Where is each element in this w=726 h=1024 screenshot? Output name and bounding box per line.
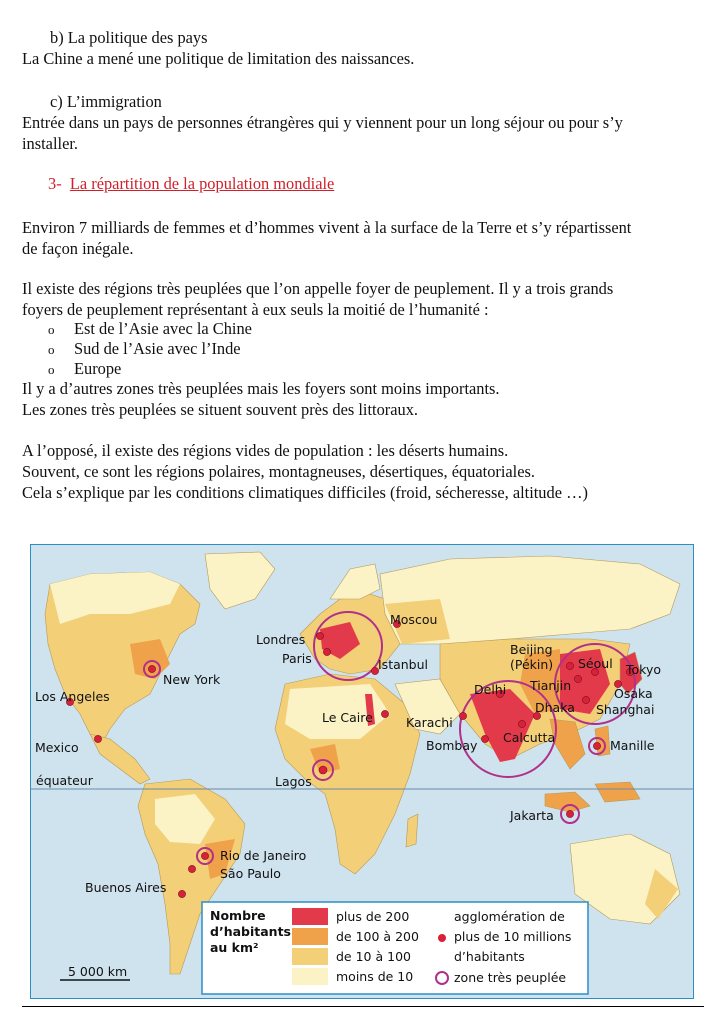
label-moscou: Moscou (390, 612, 438, 627)
label-jakarta: Jakarta (510, 808, 554, 823)
label-bombay: Bombay (426, 738, 478, 753)
map-legend (202, 902, 588, 994)
label-osaka: Osaka (614, 686, 653, 701)
label-tokyo: Tokyo (626, 662, 661, 677)
legend-agglo-3: d’habitants (454, 949, 525, 964)
para2-line2: foyers de peuplement représentant à eux seuls la moitié de l’humanité : (22, 300, 489, 319)
dot-sao-paulo (188, 865, 195, 872)
label-le-caire: Le Caire (322, 710, 373, 725)
label-new-york: New York (163, 672, 221, 687)
para4-line3: Cela s’explique par les conditions climatiques difficiles (froid, sécheresse, altitude …) (22, 483, 588, 502)
label-calcutta: Calcutta (503, 730, 556, 745)
legend-density-4: moins de 10 (336, 969, 414, 984)
legend-density-1: plus de 200 (336, 909, 410, 924)
legend-swatch-very-high (292, 908, 328, 925)
legend-zone-label: zone très peuplée (454, 970, 567, 985)
label-tianjin: Tianjin (530, 678, 572, 693)
bullet-icon: o (48, 322, 55, 337)
para4-line1: A l’opposé, il existe des régions vides de population : les déserts humains. (22, 441, 509, 460)
label-istanbul: Istanbul (378, 657, 429, 672)
dot-manille (593, 742, 600, 749)
label-buenos-aires: Buenos Aires (85, 880, 167, 895)
dot-calcutta (518, 720, 525, 727)
dot-tianjin (574, 675, 581, 682)
label-shanghai: Shanghai (596, 702, 655, 717)
equator-label: équateur (36, 773, 93, 788)
legend-swatch-medium (292, 948, 328, 965)
section-3-number: 3- (48, 174, 62, 193)
label-karachi: Karachi (406, 715, 453, 730)
label-los-angeles: Los Angeles (35, 689, 110, 704)
label-pekin: (Pékin) (510, 657, 554, 672)
dot-karachi (459, 712, 466, 719)
legend-swatch-low (292, 968, 328, 985)
bullet-icon: o (48, 362, 55, 377)
dot-londres (316, 632, 323, 639)
bottom-rule (22, 1006, 704, 1007)
legend-title-3: au km² (210, 940, 259, 955)
bullet-icon: o (48, 342, 55, 357)
legend-density-2: de 100 à 200 (336, 929, 419, 944)
dot-le-caire (381, 710, 388, 717)
dot-rio (201, 852, 208, 859)
section-b-heading: b) La politique des pays (50, 28, 208, 47)
foyer-item-1: o Est de l’Asie avec la Chine (48, 319, 252, 338)
label-manille: Manille (610, 738, 655, 753)
dot-buenos-aires (178, 890, 185, 897)
foyer-item-3: o Europe (48, 359, 122, 378)
para4-line2: Souvent, ce sont les régions polaires, montagneuses, désertiques, équatoriales. (22, 462, 535, 481)
dot-shanghai (582, 696, 589, 703)
label-londres: Londres (256, 632, 306, 647)
section-c-text-2: installer. (22, 134, 78, 153)
foyer-item-2: o Sud de l’Asie avec l’Inde (48, 339, 241, 358)
label-seoul: Séoul (578, 656, 613, 671)
section-c-heading: c) L’immigration (50, 92, 162, 111)
section-3-title (48, 174, 334, 194)
dot-jakarta (566, 810, 573, 817)
dot-lagos (319, 766, 327, 774)
dot-beijing (566, 662, 573, 669)
legend-agglo-2: plus de 10 millions (454, 929, 572, 944)
dot-paris (323, 648, 330, 655)
legend-title-1: Nombre (210, 908, 266, 923)
label-sao-paulo: São Paulo (220, 866, 281, 881)
legend-agglo-dot-icon (438, 934, 446, 942)
label-lagos: Lagos (275, 774, 312, 789)
para3-line2: Les zones très peuplées se situent souvent près des littoraux. (22, 400, 419, 419)
label-beijing: Beijing (510, 642, 553, 657)
legend-title-2: d’habitants (210, 924, 291, 939)
section-b-text: La Chine a mené une politique de limitation des naissances. (22, 49, 415, 68)
label-delhi: Delhi (474, 682, 507, 697)
label-paris: Paris (282, 651, 312, 666)
legend-density-3: de 10 à 100 (336, 949, 411, 964)
madagascar-landmass (406, 814, 418, 847)
section-3-title-text: La répartition de la population mondiale (69, 174, 335, 193)
dot-mexico (94, 735, 101, 742)
para3-line1: Il y a d’autres zones très peuplées mais les foyers sont moins importants. (22, 379, 500, 398)
label-mexico: Mexico (35, 740, 79, 755)
para2-line1: Il existe des régions très peuplées que l’on appelle foyer de peuplement. Il y a trois grands (22, 279, 614, 298)
dot-new-york (148, 665, 155, 672)
dot-bombay (481, 735, 488, 742)
para1-line1: Environ 7 milliards de femmes et d’hommes vivent à la surface de la Terre et s’y répartissent (22, 218, 632, 237)
label-dhaka: Dhaka (535, 700, 575, 715)
section-c-text-1: Entrée dans un pays de personnes étrangères qui y viennent pour un long séjour ou pour s’y (22, 113, 623, 132)
world-population-map (30, 544, 694, 999)
legend-agglo-1: agglomération de (454, 909, 565, 924)
legend-swatch-high (292, 928, 328, 945)
label-rio: Rio de Janeiro (220, 848, 307, 863)
para1-line2: de façon inégale. (22, 239, 134, 258)
scale-label: 5 000 km (68, 964, 128, 979)
